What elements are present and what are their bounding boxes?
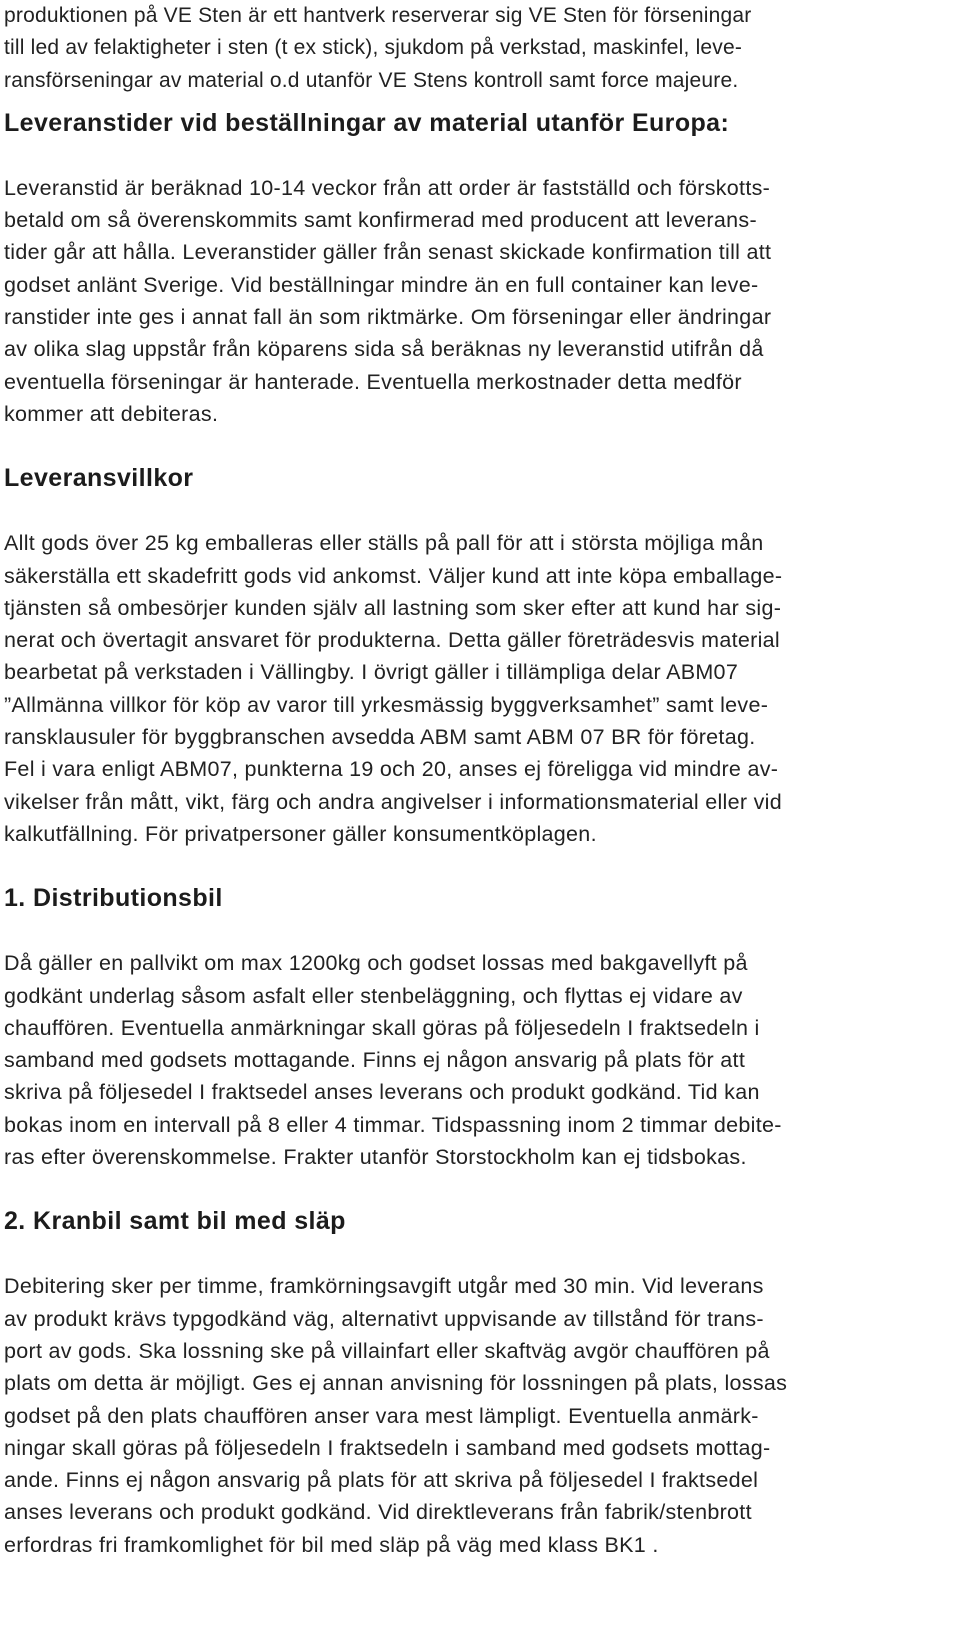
text-line: Debitering sker per timme, framkörningsavgift utgår med 30 min. Vid leverans: [4, 1274, 764, 1299]
text-line: av produkt krävs typgodkänd väg, alternativt uppvisande av tillstånd för trans-: [4, 1306, 764, 1331]
text-line: ransklausuler för byggbranschen avsedda ABM samt ABM 07 BR för företag.: [4, 725, 756, 750]
text-line: Leveranstid är beräknad 10-14 veckor från att order är fastställd och förskotts-: [4, 175, 771, 200]
section-heading-kranbil: 2. Kranbil samt bil med släp: [4, 1207, 346, 1236]
text-line: betald om så överenskommits samt konfirmerad med producent att leverans-: [4, 208, 757, 233]
intro-paragraph: [4, 0, 958, 97]
text-line: tjänsten så ombesörjer kunden själv all lastning som sker efter att kund har sig-: [4, 595, 782, 620]
text-line: Fel i vara enligt ABM07, punkterna 19 och 20, anses ej föreligga vid mindre av-: [4, 757, 779, 782]
text-line: port av gods. Ska lossning ske på villainfart eller skaftväg avgör chauffören på: [4, 1338, 770, 1363]
text-line: godset på den plats chauffören anser vara mest lämpligt. Eventuella anmärk-: [4, 1403, 759, 1428]
text-line: samband med godsets mottagande. Finns ej någon ansvarig på plats för att: [4, 1048, 746, 1073]
section-heading-leveranstider: Leveranstider vid beställningar av material utanför Europa:: [4, 108, 730, 137]
text-line: ningar skall göras på följesedeln I fraktsedeln i samband med godsets mottag-: [4, 1435, 771, 1460]
text-line: produktionen på VE Sten är ett hantverk reserverar sig VE Sten för förseningar: [4, 4, 752, 27]
text-line: ”Allmänna villkor för köp av varor till yrkesmässig byggverksamhet” samt leve-: [4, 692, 769, 717]
section-heading-distributionsbil: 1. Distributionsbil: [4, 884, 223, 913]
text-line: tider går att hålla. Leveranstider gäller från senast skickade konfirmation till att: [4, 240, 772, 265]
paragraph-leveranstider: [4, 172, 958, 430]
text-line: godset anlänt Sverige. Vid beställningar mindre än en full container kan leve-: [4, 272, 759, 297]
text-line: kommer att debiteras.: [4, 401, 219, 426]
text-line: säkerställa ett skadefritt gods vid ankomst. Väljer kund att inte köpa emballage-: [4, 563, 783, 588]
text-line: eventuella förseningar är hanterade. Eventuella merkostnader detta medför: [4, 369, 742, 394]
text-line: Då gäller en pallvikt om max 1200kg och godset lossas med bakgavellyft på: [4, 951, 748, 976]
section-heading-leveransvillkor: Leveransvillkor: [4, 464, 194, 493]
text-line: bokas inom en intervall på 8 eller 4 timmar. Tidspassning inom 2 timmar debite-: [4, 1112, 782, 1137]
text-line: till led av felaktigheter i sten (t ex stick), sjukdom på verkstad, maskinfel, leve-: [4, 36, 743, 60]
text-line: godkänt underlag såsom asfalt eller stenbeläggning, och flyttas ej vidare av: [4, 983, 743, 1008]
text-line: ande. Finns ej någon ansvarig på plats för att skriva på följesedel I fraktsedel: [4, 1468, 759, 1493]
text-line: erfordras fri framkomlighet för bil med släp på väg med klass BK1 .: [4, 1532, 659, 1557]
text-line: skriva på följesedel I fraktsedel anses leverans och produkt godkänd. Tid kan: [4, 1080, 760, 1105]
text-line: anses leverans och produkt godkänd. Vid direktleverans från fabrik/stenbrott: [4, 1500, 752, 1525]
text-line: Allt gods över 25 kg emballeras eller ställs på pall för att i största möjliga mån: [4, 531, 764, 556]
paragraph-distributionsbil: [4, 947, 958, 1173]
text-line: ras efter överenskommelse. Frakter utanför Storstockholm kan ej tidsbokas.: [4, 1145, 747, 1170]
paragraph-kranbil: [4, 1270, 958, 1561]
text-line: kalkutfällning. För privatpersoner gäller konsumentköplagen.: [4, 821, 597, 846]
text-line: plats om detta är möjligt. Ges ej annan anvisning för lossningen på plats, lossas: [4, 1371, 788, 1396]
paragraph-leveransvillkor: [4, 527, 958, 850]
text-line: av olika slag uppstår från köparens sida så beräknas ny leveranstid utifrån då: [4, 337, 764, 362]
text-line: ransförseningar av material o.d utanför VE Stens kontroll samt force majeure.: [4, 68, 739, 92]
text-line: vikelser från mått, vikt, färg och andra angivelser i informationsmaterial eller vid: [4, 789, 783, 814]
document-page: [4, 0, 958, 1561]
text-line: bearbetat på verkstaden i Vällingby. I övrigt gäller i tillämpliga delar ABM07: [4, 660, 739, 685]
text-line: nerat och övertagit ansvaret för produkterna. Detta gäller företrädesvis material: [4, 628, 780, 653]
text-line: chauffören. Eventuella anmärkningar skall göras på följesedeln I fraktsedeln i: [4, 1015, 760, 1040]
text-line: ranstider inte ges i annat fall än som riktmärke. Om förseningar eller ändringar: [4, 305, 772, 330]
